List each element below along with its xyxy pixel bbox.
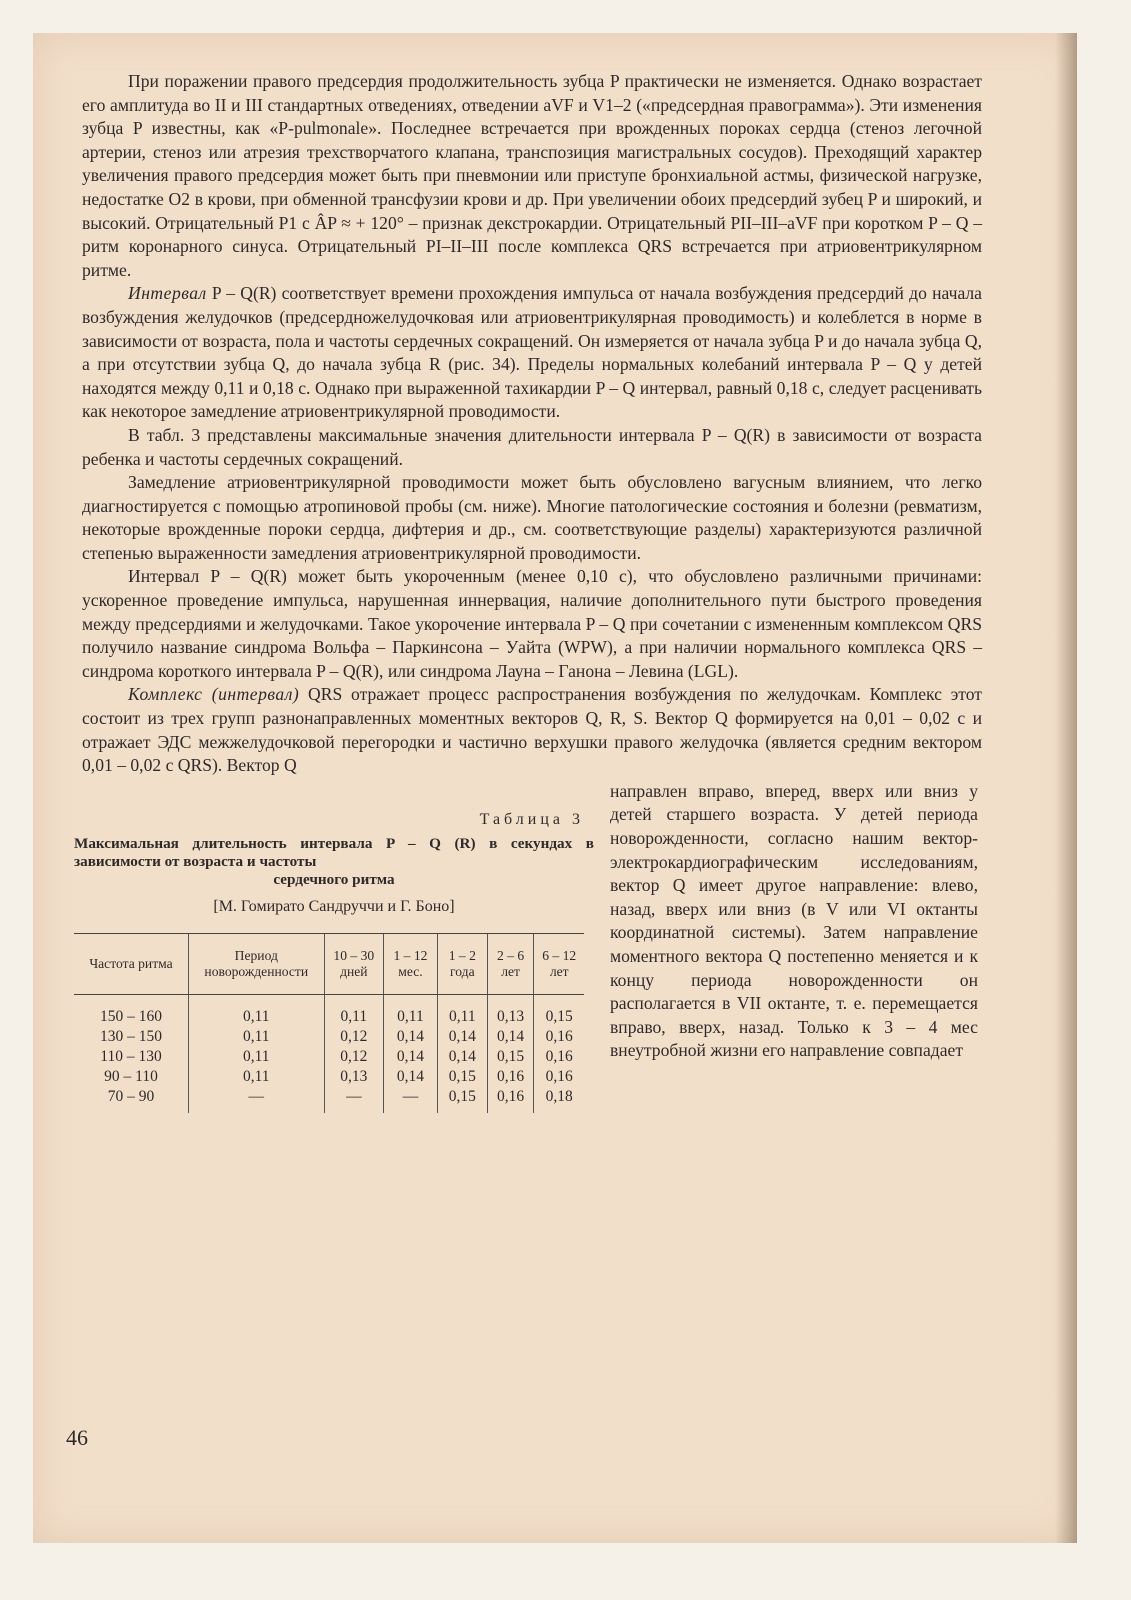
table-label: Таблица 3	[479, 810, 584, 828]
paragraph-av-slowing	[82, 471, 982, 565]
paragraph-qrs-complex	[82, 683, 982, 777]
table-cell: 0,14	[396, 1028, 425, 1045]
table-cell: 0,16	[497, 1068, 525, 1085]
table-cell: 0,15	[497, 1048, 525, 1065]
header-1-12-months: 1 – 12 мес.	[384, 934, 438, 995]
table-cell: 0,11	[243, 1008, 270, 1025]
paragraph-text: Замедление атриовентрикулярной проводимости может быть обусловлено вагусным влиянием, что легко диагностируется с помощью атропиновой пробы (см. ниже). Многие патологические состояния и болезни (ревматизм, некоторые врожденные пороки сердца, дифтерия и др., см. соответствующие разделы) характеризуются различной степенью выраженности замедления атриовентрикулярной проводимости.	[82, 472, 982, 563]
table-cell: 0,11	[397, 1008, 424, 1025]
table-cell: 90 – 110	[104, 1068, 158, 1085]
table-cell: 0,14	[448, 1048, 476, 1065]
table-title	[74, 835, 594, 889]
column-rate	[74, 995, 189, 1114]
table-cell: 0,15	[448, 1088, 476, 1105]
header-10-30-days: 10 – 30 дней	[324, 934, 383, 995]
page-number: 46	[66, 1425, 88, 1450]
table-cell: 0,11	[340, 1008, 368, 1025]
table-cell: 0,13	[497, 1008, 525, 1025]
column-1-12-months	[384, 995, 438, 1114]
table-cell: 0,12	[340, 1048, 368, 1065]
table-cell: 0,12	[340, 1028, 368, 1045]
paragraph-text: В табл. 3 представлены максимальные значения длительности интервала P – Q(R) в зависимости от возраста ребенка и частоты сердечных сокращений.	[82, 424, 982, 469]
table-cell: 0,13	[340, 1068, 368, 1085]
paragraph-short-pq	[82, 565, 982, 683]
table-cell: 0,16	[545, 1048, 573, 1065]
header-2-6-years: 2 – 6 лет	[487, 934, 534, 995]
paragraph-p-pulmonale	[82, 70, 982, 282]
table-cell: —	[248, 1088, 265, 1105]
table-cell: 0,15	[545, 1008, 573, 1025]
table-cell: 130 – 150	[100, 1028, 162, 1045]
table-title-tail: сердечного ритма	[273, 871, 395, 889]
table-cell: 0,14	[448, 1028, 476, 1045]
page-body	[74, 70, 982, 1180]
data-table	[74, 933, 584, 1113]
column-6-12-years	[534, 995, 584, 1114]
table-3	[74, 808, 594, 1113]
table-cell: 0,14	[396, 1068, 425, 1085]
paragraph-text: Интервал P – Q(R) может быть укороченным (менее 0,10 с), что обусловлено различными причинами: ускоренное проведение импульса, нарушенная иннервация, наличие дополнительного пути быстрого проведения между предсердиями и желудочками. Такое укорочение интервала P – Q при сочетании с измененным комплексом QRS получило название синдрома Вольфа – Паркинсона – Уайта (WPW), а при наличии нормального комплекса QRS – синдрома короткого интервала P – Q(R), или синдрома Лауна – Ганона – Левина (LGL).	[82, 566, 982, 681]
book-spine-shadow	[1055, 33, 1077, 1543]
paragraph-lead: Интервал	[128, 283, 207, 304]
paragraph-text: QRS отражает процесс распространения возбуждения по желудочкам. Комплекс этот состоит из трех групп разнонаправленных моментных векторов Q, R, S. Вектор Q формируется на 0,01 – 0,02 с и отражает ЭДС межжелудочковой перегородки и частично верхушки правого желудочка (является средним вектором 0,01 – 0,02 с QRS). Вектор Q	[82, 684, 982, 776]
table-cell: 0,15	[448, 1068, 476, 1085]
table-header-row	[74, 934, 584, 995]
column-newborn	[189, 995, 325, 1114]
table-title-text: Максимальная длительность интервала P – Q (R) в секундах в зависимости от возраста и частоты	[74, 835, 594, 871]
table-cell: —	[402, 1088, 419, 1105]
paragraph-pq-interval	[82, 282, 982, 424]
table-body-row	[74, 995, 584, 1114]
header-rate: Частота ритма	[74, 934, 189, 995]
right-column-text: направлен вправо, вперед, вверх или вниз у детей старшего возраста. У детей периода новорожденности, согласно нашим вектор-электрокардиографическим исследованиям, вектор Q имеет другое направление: влево, назад, вверх или вниз (в V или VI октанты координатной системы). Затем направление моментного вектора Q постепенно меняется и к концу периода новорожденности он располагается в VII октанте, т. е. перемещается вправо, вверх, назад. Только к 3 – 4 мес внеутробной жизни его направление совпадает	[610, 780, 978, 1061]
header-1-2-years: 1 – 2 года	[437, 934, 487, 995]
table-cell: 0,18	[545, 1088, 573, 1105]
table-cell: 0,11	[243, 1068, 270, 1085]
paragraph-lead: Комплекс (интервал)	[128, 684, 300, 705]
table-cell: 0,11	[243, 1028, 270, 1045]
table-cell: 0,11	[449, 1008, 476, 1025]
column-1-2-years	[437, 995, 487, 1114]
table-cell: 70 – 90	[107, 1088, 155, 1105]
table-cell: 0,14	[396, 1048, 425, 1065]
table-cell: 0,16	[497, 1088, 525, 1105]
table-source: [М. Гомирато Сандруччи и Г. Боно]	[213, 898, 455, 916]
table-cell: 150 – 160	[100, 1008, 162, 1025]
table-cell: 0,14	[497, 1028, 525, 1045]
paragraph-text: При поражении правого предсердия продолжительность зубца P практически не изменяется. Однако возрастает его амплитуда во II и III стандартных отведениях, отведении aVF и V1–2 («предсердная правограмма»). Эти изменения зубца P известны, как «P-pulmonale». Последнее встречается при врожденных пороках сердца (стеноз легочной артерии, стеноз или атрезия трехстворчатого клапана, транспозиция магистральных сосудов). Преходящий характер увеличения правого предсердия может быть при пневмонии или приступе бронхиальной астмы, физической нагрузке, недостатке O2 в крови, при обменной трансфузии крови и др. При увеличении обоих предсердий зубец P и широкий, и высокий. Отрицательный P1 с ÂP ≈ + 120° – признак декстрокардии. Отрицательный PII–III–aVF при коротком P – Q – ритм коронарного синуса. Отрицательный PI–II–III после комплекса QRS встречается при атриовентрикулярном ритме.	[82, 71, 982, 280]
table-cell: 0,16	[545, 1028, 573, 1045]
table-cell: 0,11	[243, 1048, 270, 1065]
table-and-column-area	[74, 780, 982, 1180]
column-2-6-years	[487, 995, 534, 1114]
table-cell: 110 – 130	[100, 1048, 162, 1065]
header-newborn: Период новорожденности	[189, 934, 325, 995]
paragraph-text: P – Q(R) соответствует времени прохождения импульса от начала возбуждения предсердий до начала возбуждения желудочков (предсердножелудочковая или атриовентрикулярная проводимость) и колеблется в норме в зависимости от возраста, пола и частоты сердечных сокращений. Он измеряется от начала зубца P и до начала зубца Q, а при отсутствии зубца Q, до начала зубца R (рис. 34). Пределы нормальных колебаний интервала P – Q у детей находятся между 0,11 и 0,18 с. Однако при выраженной тахикардии P – Q интервал, равный 0,18 с, следует расценивать как некоторое замедление атриовентрикулярной проводимости.	[82, 283, 982, 422]
table-cell: 0,16	[545, 1068, 573, 1085]
paragraph-table-reference	[82, 424, 982, 471]
table-cell: —	[346, 1088, 362, 1105]
header-6-12-years: 6 – 12 лет	[534, 934, 584, 995]
column-10-30-days	[324, 995, 383, 1114]
